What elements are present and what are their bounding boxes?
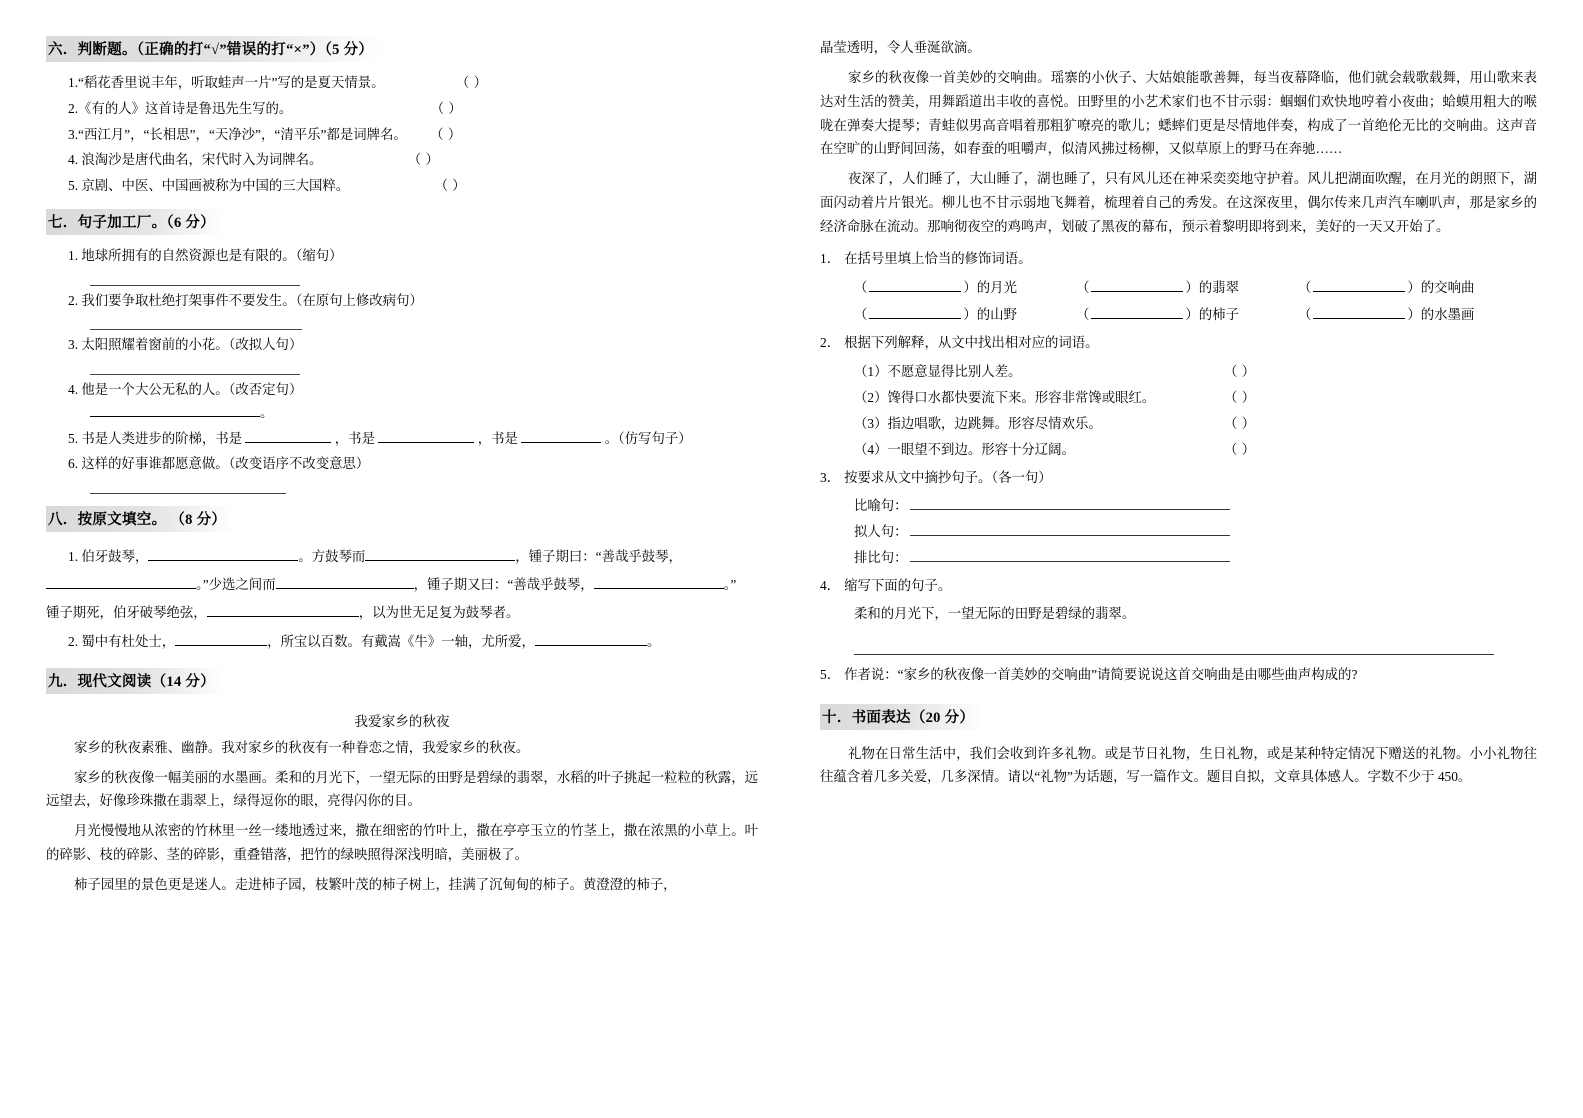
passage-paragraph: 晶莹透明，令人垂涎欲滴。 [820, 40, 981, 55]
right-column [820, 36, 1537, 1098]
fill-blank[interactable] [869, 305, 961, 319]
cell-label: ）的柿子 [1185, 307, 1239, 323]
fill-blank[interactable] [521, 429, 601, 443]
passage-paragraph: 家乡的秋夜像一幅美丽的水墨画。柔和的月光下，一望无际的田野是碧绿的翡翠，水稻的叶子挑起一粒粒的秋露，远远望去，好像珍珠撒在翡翠上，绿得逗你的眼，亮得闪你的目。 [46, 769, 759, 809]
text-a: 锺子期死，伯牙破琴绝弦， [46, 605, 207, 621]
judge-item [46, 125, 758, 146]
passage-paragraph: 夜深了，人们睡了，大山睡了，湖也睡了，只有风儿还在神采奕奕地守护着。风儿把湖面吹醒，在月光的朗照下，湖面闪动着片片银光。柳儿也不甘示弱地飞舞着，梳理着自己的秀发。在这深夜里，偶尔传来几声汽车喇叭声，那是家乡的经济命脉在流动。那响彻夜空的鸡鸣声，划破了黑夜的幕布，预示着黎明即将到来，美好的一天又开始了。 [820, 171, 1537, 235]
sentence-item: 2. 我们要争取杜绝打架事件不要发生。（在原句上修改病句） [68, 292, 423, 308]
definition-text: （3）指边唱歌，边跳舞。形容尽情欢乐。 [854, 415, 1102, 431]
fill-blank[interactable] [245, 429, 331, 443]
fill-blank[interactable] [378, 429, 474, 443]
passage-paragraph: 家乡的秋夜素雅、幽静。我对家乡的秋夜有一种眷恋之情，我爱家乡的秋夜。 [74, 739, 530, 755]
judge-item-text: 5. 京剧、中医、中国画被称为中国的三大国粹。 [68, 178, 350, 194]
text-a: 2. 蜀中有杜处士， [68, 633, 176, 649]
answer-parenthesis[interactable]: （ ） [1224, 389, 1256, 405]
answer-writing-line[interactable] [910, 547, 1230, 562]
definition-row [854, 387, 1537, 406]
cell-label: ）的翡翠 [1185, 280, 1239, 296]
sentence-item: 1. 地球所拥有的自然资源也是有限的。（缩句） [68, 247, 343, 263]
text-c: ，锺子期曰：“善哉乎鼓琴， [515, 549, 682, 565]
sentence-copy-row [854, 495, 1537, 514]
fill-blank[interactable] [46, 575, 196, 589]
answer-writing-line[interactable] [910, 521, 1230, 536]
modifier-blank-cell[interactable]: （ ）的山野 [854, 307, 1017, 323]
answer-parenthesis[interactable]: （ ） [430, 100, 463, 116]
section-ten-heading: 十．书面表达（20 分） [820, 704, 984, 730]
composition-prompt: 礼物在日常生活中，我们会收到许多礼物。或是节日礼物，生日礼物，或是某种特定情况下赠送的礼物。小小礼物往往蕴含着几多关爱，几多深情。请以“礼物”为话题，写一篇作文。题目自拟，文章具体感人。字数不少于 450。 [820, 745, 1537, 785]
cell-label: ）的月光 [963, 280, 1017, 296]
text-a: 。”少选之间而 [196, 577, 276, 593]
definition-text: （4）一眼望不到边。形容十分辽阔。 [854, 441, 1075, 457]
section-six [46, 36, 758, 68]
text-a: 1. 伯牙鼓琴， [68, 549, 149, 565]
definition-row [854, 361, 1537, 380]
fill-blank[interactable] [276, 575, 414, 589]
sentence-copy-row [854, 547, 1537, 566]
definition-text: （2）馋得口水都快要流下来。形容非常馋或眼红。 [854, 389, 1156, 405]
cell-label: ）的水墨画 [1407, 307, 1475, 323]
judge-item [46, 99, 758, 120]
question-text: 作者说：“家乡的秋夜像一首美妙的交响曲”请简要说说这首交响曲是由哪些曲声构成的? [844, 667, 1358, 683]
text-b: 。方鼓琴而 [298, 549, 366, 565]
section-eight-heading: 八．按原文填空。 （8 分） [46, 506, 236, 532]
sentence-item-five-a: 5. 书是人类进步的阶梯，书是 [68, 430, 243, 446]
question-4-sentence: 柔和的月光下，一望无际的田野是碧绿的翡翠。 [854, 605, 1136, 621]
answer-parenthesis[interactable]: （ ） [1224, 441, 1256, 457]
left-column [46, 36, 758, 1098]
modifier-blank-cell[interactable]: （ ）的月光 [854, 280, 1017, 296]
answer-writing-line[interactable] [90, 271, 300, 286]
fill-blank[interactable] [594, 575, 724, 589]
question-number: 5． [820, 667, 841, 683]
answer-parenthesis[interactable]: （ ） [434, 178, 467, 194]
answer-parenthesis[interactable]: （ ） [1224, 415, 1256, 431]
definition-text: （1）不愿意显得比别人差。 [854, 363, 1022, 379]
reading-question-2 [820, 332, 1537, 353]
cell-label: ）的交响曲 [1407, 280, 1475, 296]
sentence-item-five-b: ，书是 [334, 430, 375, 446]
sentence-item: 3. 太阳照耀着窗前的小花。（改拟人句） [68, 337, 303, 353]
sentence-copy-label: 拟人句： [854, 524, 908, 540]
question-number: 3． [820, 469, 841, 485]
section-nine-heading: 九．现代文阅读（14 分） [46, 668, 225, 694]
reading-question-5 [820, 664, 1537, 685]
answer-parenthesis[interactable]: （ ） [430, 126, 462, 142]
modifier-blank-cell[interactable]: （ ）的柿子 [1076, 307, 1239, 323]
answer-parenthesis[interactable]: （ ） [407, 152, 440, 168]
section-eight [46, 506, 758, 538]
cell-label: ）的山野 [963, 307, 1017, 323]
fill-original-text-item-2 [46, 628, 758, 656]
reading-passage-title: 我爱家乡的秋夜 [354, 713, 450, 729]
modifier-blank-row [854, 277, 1537, 296]
judge-item [46, 176, 758, 197]
modifier-blank-cell[interactable]: （ ）的翡翠 [1076, 280, 1239, 296]
sentence-copy-label: 排比句： [854, 550, 908, 566]
reading-question-1 [820, 248, 1537, 269]
fill-blank[interactable] [1091, 305, 1183, 319]
question-number: 2． [820, 335, 841, 351]
answer-writing-line[interactable] [90, 360, 300, 375]
section-seven-heading: 七．句子加工厂。（6 分） [46, 209, 225, 235]
text-b: ，所宝以百数。有戴嵩《牛》一轴，尤所爱， [267, 633, 535, 649]
judge-item-text: 2.《有的人》这首诗是鲁迅先生写的。 [68, 100, 293, 116]
question-text: 在括号里填上恰当的修饰词语。 [844, 250, 1032, 266]
sentence-item: 6. 这样的好事谁都愿意做。（改变语序不改变意思） [68, 456, 370, 472]
definition-row [854, 439, 1537, 458]
question-text: 根据下列解释，从文中找出相对应的词语。 [844, 335, 1099, 351]
passage-paragraph: 家乡的秋夜像一首美妙的交响曲。瑶寨的小伙子、大姑娘能歌善舞，每当夜幕降临，他们就会载歌载舞，用山歌来表达对生活的赞美，用舞蹈道出丰收的喜悦。田野里的小艺术家们也不甘示弱：蝈蝈们欢快地哼着小夜曲；蛤蟆用粗大的喉咙在弹奏大提琴；青蛙似男高音唱着那粗犷嘹亮的歌儿；蟋蟀们更是尽情地伴奏，构成了一首绝伦无比的交响曲。这声音在空旷的山野间回荡，如春蚕的咀嚼声，似清风拂过杨柳，又似草原上的野马在奔驰…… [820, 69, 1537, 157]
sentence-copy-row [854, 521, 1537, 540]
answer-writing-line[interactable] [854, 640, 1494, 655]
passage-paragraph: 月光慢慢地从浓密的竹林里一丝一缕地透过来，撒在细密的竹叶上，撒在亭亭玉立的竹茎上，撒在浓黑的小草上。叶的碎影、枝的碎影、茎的碎影，重叠错落，把竹的绿映照得深浅明暗，美丽极了。 [46, 823, 759, 863]
fill-blank[interactable] [1313, 278, 1405, 292]
sentence-item: 4. 他是一个大公无私的人。（改否定句） [68, 382, 303, 398]
sentence-copy-label: 比喻句： [854, 498, 908, 514]
judge-item-text: 4. 浪淘沙是唐代曲名，宋代时入为词牌名。 [68, 152, 323, 168]
question-number: 4． [820, 578, 841, 594]
question-text: 按要求从文中摘抄句子。（各一句） [844, 469, 1052, 485]
fill-original-text-item-1-line2 [46, 571, 758, 599]
text-b: ，锺子期又曰：“善哉乎鼓琴， [413, 577, 594, 593]
fill-blank[interactable] [1091, 278, 1183, 292]
answer-parenthesis[interactable]: （ ） [1224, 363, 1256, 379]
fill-blank[interactable] [175, 632, 267, 646]
judge-item-text: 1.“稻花香里说丰年，听取蛙声一片”写的是夏天情景。 [68, 75, 385, 90]
question-text: 缩写下面的句子。 [844, 578, 952, 594]
sentence-item-five [46, 429, 758, 450]
definition-row [854, 413, 1537, 432]
sentence-item-five-d: 。（仿写句子） [604, 430, 692, 446]
text-b: ，以为世无足复为鼓琴者。 [358, 605, 520, 621]
answer-writing-line[interactable] [90, 315, 302, 330]
fill-blank[interactable] [207, 603, 359, 617]
fill-blank[interactable] [1313, 305, 1405, 319]
modifier-blank-cell[interactable]: （ ）的交响曲 [1298, 280, 1475, 296]
section-six-heading: 六．判断题。（正确的打“√”错误的打“×”）（5 分） [46, 36, 383, 62]
judge-item [46, 73, 758, 94]
answer-parenthesis[interactable]: （ ） [455, 75, 488, 90]
fill-blank[interactable] [148, 547, 298, 561]
text-c: 。 [646, 633, 661, 649]
passage-paragraph: 柿子园里的景色更是迷人。走进柿子园，枝繁叶茂的柿子树上，挂满了沉甸甸的柿子。黄澄澄的柿子， [74, 877, 677, 893]
fill-original-text-item-1 [46, 543, 758, 571]
section-nine [46, 668, 758, 700]
reading-question-3 [820, 467, 1537, 488]
fill-original-text-item-1-line3 [46, 599, 758, 627]
judge-item [46, 150, 758, 171]
modifier-blank-cell[interactable]: （ ）的水墨画 [1298, 307, 1475, 323]
answer-writing-line[interactable] [910, 495, 1230, 510]
answer-writing-line-inline[interactable]: 。 [46, 403, 758, 424]
fill-blank[interactable] [869, 278, 961, 292]
section-ten [820, 704, 1537, 736]
answer-writing-line[interactable] [90, 479, 286, 494]
section-seven [46, 209, 758, 241]
modifier-blank-row [854, 304, 1537, 323]
sentence-item-five-c: ，书是 [477, 430, 518, 446]
fill-blank[interactable] [365, 547, 515, 561]
question-number: 1． [820, 250, 841, 266]
text-c: 。” [723, 577, 737, 593]
fill-blank[interactable] [535, 632, 647, 646]
judge-item-text: 3.“西江月”，“长相思”，“天净沙”，“清平乐”都是词牌名。 [68, 126, 407, 142]
reading-question-4 [820, 575, 1537, 596]
